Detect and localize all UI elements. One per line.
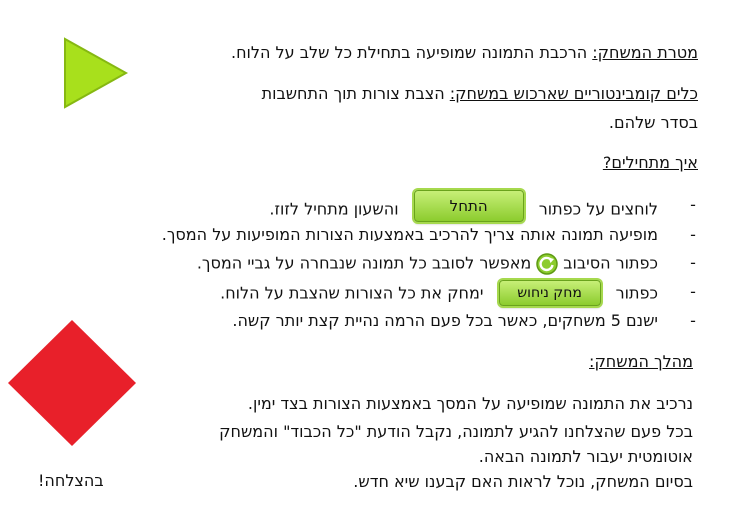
bullet-5-text: ישנם 5 משחקים, כאשר בכל פעם הרמה נהיית קצת יותר קשה.	[232, 311, 658, 330]
bullet-4-post: ימחק את כל הצורות שהצבת על הלוח.	[220, 283, 484, 303]
course-line-1: נרכיב את התמונה שמופיעה על המסך באמצעות הצורות בצד ימין.	[247, 394, 693, 413]
good-luck-text: בהצלחה!	[38, 471, 104, 490]
bullet-1-post: והשעון מתחיל לזוז.	[269, 199, 399, 219]
bullet-3-pre: כפתור הסיבוב	[563, 253, 658, 273]
course-title: מהלך המשחק:	[589, 352, 693, 371]
start-button[interactable]: התחל	[414, 190, 524, 222]
goal-line	[231, 42, 698, 64]
bullet-2-text: מופיעה תמונה אותה צריך להרכיב באמצעות הצורות המופיעות על המסך.	[161, 225, 658, 244]
goal-text: הרכבת התמונה שמופיעה בתחילת כל שלב על הלוח.	[231, 43, 593, 62]
rotate-icon[interactable]	[535, 252, 559, 276]
triangle-shape	[58, 37, 128, 109]
bullet-4-pre: כפתור	[615, 283, 658, 303]
course-line-4: בסיום המשחק, נוכל לראות האם קבענו שיא חדש.	[353, 472, 693, 491]
course-line-2: בכל פעם שהצלחנו להגיע לתמונה, נקבל הודעת "כל הכבוד" והמשחק	[219, 422, 693, 441]
diamond-shape	[6, 318, 138, 448]
bullet-1-pre: לוחצים על כפתור	[538, 199, 658, 219]
combinatoric-text: הצבת צורות תוך התחשבות	[261, 84, 450, 103]
combinatoric-title: כלים קומבינטוריים שארכוש במשחק:	[449, 84, 698, 103]
erase-guess-button[interactable]: מחק ניחוש	[499, 280, 601, 306]
goal-title: מטרת המשחק:	[592, 43, 698, 62]
combinatoric-line-2: בסדר שלהם.	[608, 113, 698, 132]
course-line-3: אוטומטית יעבור לתמונה הבאה.	[478, 447, 693, 466]
how-title: איך מתחילים?	[602, 153, 698, 172]
bullet-3-post: מאפשר לסובב כל תמונה שנבחרה על גביי המסך.	[196, 253, 532, 273]
combinatoric-line	[262, 83, 698, 105]
